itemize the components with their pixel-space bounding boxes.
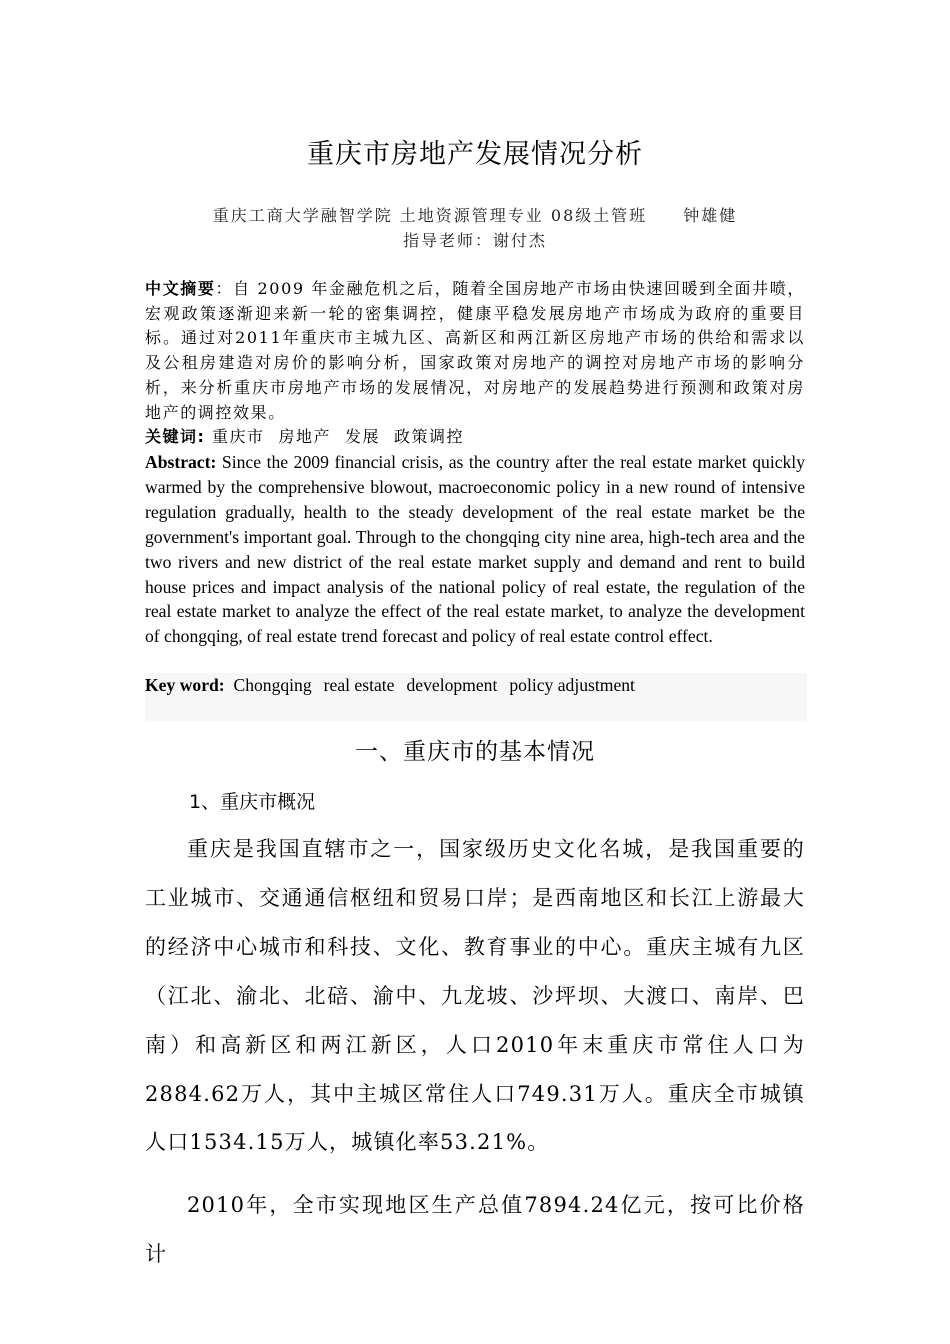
chinese-abstract-text: ：自 2009 年金融危机之后，随着全国房地产市场由快速回暖到全面井喷，宏观政策逐渐迎来新一轮的密集调控，健康平稳发展房地产市场成为政府的重要目标。通过对2011年重庆市主城九区、高新区和两江新区房地产市场的供给和需求以及公租房建造对房价的影响分析，国家政策对房地产的调控对房地产市场的影响分析，来分析重庆市房地产市场的发展情况，对房地产的发展趋势进行预测和政策对房地产的调控效果。 xyxy=(145,279,805,422)
body-paragraph: 重庆是我国直辖市之一，国家级历史文化名城，是我国重要的工业城市、交通通信枢纽和贸易口岸；是西南地区和长江上游最大的经济中心城市和科技、文化、教育事业的中心。重庆主城有九区（江北、渝北、北碚、渝中、九龙坡、沙坪坝、大渡口、南岸、巴南）和高新区和两江新区，人口2010年末重庆市常住人口为2884.62万人，其中主城区常住人口749.31万人。重庆全市城镇人口1534.15万人，城镇化率53.21%。 xyxy=(145,837,805,1155)
english-keywords-label: Key word: xyxy=(145,675,225,695)
english-keywords xyxy=(145,673,807,721)
english-keyword: policy adjustment xyxy=(509,675,635,695)
advisor-line: 指导老师：谢付杰 xyxy=(402,231,547,250)
chinese-keyword: 重庆市 xyxy=(212,427,265,446)
english-abstract-text: Since the 2009 financial crisis, as the country after the real estate market quickly warmed by the comprehensive blowout, macroeconomic policy in a new round of intensive regulation gradually, health to the steady development of the real estate market be the government's important goal. Through to the chongqing city nine area, high-tech area and the two rivers and new district of the real estate market supply and demand and rent to build house prices and impact analysis of the national policy of real estate, the regulation of the real estate market to analyze the effect of the real estate market, to analyze the development of chongqing, of real estate trend forecast and policy of real estate control effect. xyxy=(145,452,805,647)
english-keyword: Chongqing xyxy=(233,675,312,695)
chinese-keyword: 房地产 xyxy=(278,427,332,446)
english-abstract xyxy=(145,450,805,649)
chinese-abstract-label: 中文摘要 xyxy=(145,279,216,298)
subsection-heading: 1、重庆市概况 xyxy=(189,791,316,813)
section-heading: 一、重庆市的基本情况 xyxy=(355,739,595,765)
english-keyword: development xyxy=(406,675,498,695)
body-paragraph: 2010年，全市实现地区生产总值7894.24亿元，按可比价格计 xyxy=(145,1193,805,1267)
chinese-abstract xyxy=(145,277,805,425)
english-keyword: real estate xyxy=(323,675,395,695)
chinese-keyword: 政策调控 xyxy=(394,427,465,446)
english-abstract-label: Abstract: xyxy=(145,452,217,472)
chinese-keywords xyxy=(145,425,805,449)
author-line: 重庆工商大学融智学院 土地资源管理专业 08级土管班 钟雄健 xyxy=(212,206,738,225)
body-text xyxy=(145,825,805,1279)
chinese-keyword: 发展 xyxy=(345,427,381,446)
chinese-keywords-label: 关键词: xyxy=(145,427,206,446)
document-title: 重庆市房地产发展情况分析 xyxy=(307,139,643,170)
